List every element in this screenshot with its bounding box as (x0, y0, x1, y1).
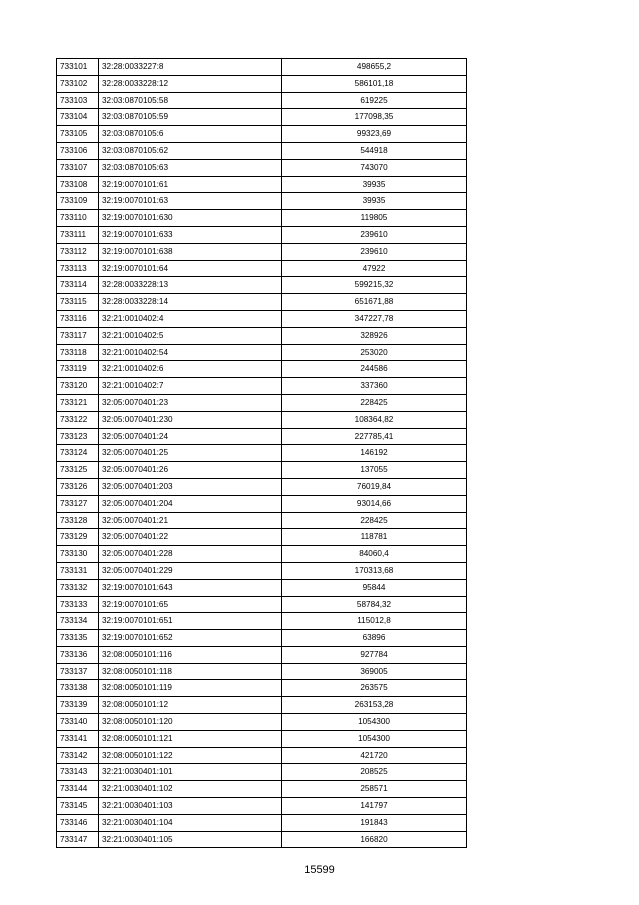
row-number-cell: 733122 (57, 411, 99, 428)
cadastral-number-cell: 32:03:0870105:58 (99, 92, 282, 109)
cadastral-number-cell: 32:19:0070101:63 (99, 193, 282, 210)
table-row (57, 428, 467, 445)
table-row (57, 159, 467, 176)
table-row (57, 176, 467, 193)
value-cell: 239610 (282, 226, 467, 243)
cadastral-number-cell: 32:21:0010402:54 (99, 344, 282, 361)
value-cell: 253020 (282, 344, 467, 361)
row-number-cell: 733131 (57, 562, 99, 579)
table-row (57, 327, 467, 344)
cadastral-number-cell: 32:03:0870105:63 (99, 159, 282, 176)
table-row (57, 562, 467, 579)
cadastral-number-cell: 32:28:0033228:13 (99, 277, 282, 294)
row-number-cell: 733125 (57, 462, 99, 479)
value-cell: 1054300 (282, 714, 467, 731)
row-number-cell: 733133 (57, 596, 99, 613)
row-number-cell: 733121 (57, 394, 99, 411)
row-number-cell: 733127 (57, 495, 99, 512)
table-row (57, 109, 467, 126)
cadastral-number-cell: 32:19:0070101:652 (99, 630, 282, 647)
row-number-cell: 733130 (57, 546, 99, 563)
table-row (57, 445, 467, 462)
table-row (57, 680, 467, 697)
table-row (57, 294, 467, 311)
row-number-cell: 733145 (57, 798, 99, 815)
table-row (57, 781, 467, 798)
value-cell: 244586 (282, 361, 467, 378)
table-row (57, 579, 467, 596)
cadastral-number-cell: 32:08:0050101:122 (99, 747, 282, 764)
table-row (57, 747, 467, 764)
table-row (57, 546, 467, 563)
table-row (57, 697, 467, 714)
value-cell: 119805 (282, 210, 467, 227)
value-cell: 208525 (282, 764, 467, 781)
cadastral-number-cell: 32:08:0050101:116 (99, 646, 282, 663)
value-cell: 239610 (282, 243, 467, 260)
table-row (57, 75, 467, 92)
table-row (57, 814, 467, 831)
value-cell: 586101,18 (282, 75, 467, 92)
cadastral-number-cell: 32:08:0050101:118 (99, 663, 282, 680)
row-number-cell: 733120 (57, 378, 99, 395)
table-row (57, 663, 467, 680)
value-cell: 177098,35 (282, 109, 467, 126)
row-number-cell: 733147 (57, 831, 99, 848)
cadastral-value-table (56, 58, 467, 848)
value-cell: 118781 (282, 529, 467, 546)
table-row (57, 630, 467, 647)
table-row (57, 529, 467, 546)
value-cell: 337360 (282, 378, 467, 395)
row-number-cell: 733106 (57, 142, 99, 159)
value-cell: 228425 (282, 394, 467, 411)
cadastral-number-cell: 32:21:0030401:101 (99, 764, 282, 781)
row-number-cell: 733110 (57, 210, 99, 227)
cadastral-number-cell: 32:21:0010402:4 (99, 310, 282, 327)
table-row (57, 462, 467, 479)
value-cell: 141797 (282, 798, 467, 815)
cadastral-number-cell: 32:05:0070401:204 (99, 495, 282, 512)
row-number-cell: 733116 (57, 310, 99, 327)
value-cell: 927784 (282, 646, 467, 663)
table-row (57, 394, 467, 411)
page-number: 15599 (304, 864, 335, 876)
value-cell: 166820 (282, 831, 467, 848)
row-number-cell: 733109 (57, 193, 99, 210)
row-number-cell: 733104 (57, 109, 99, 126)
value-cell: 108364,82 (282, 411, 467, 428)
row-number-cell: 733118 (57, 344, 99, 361)
value-cell: 58784,32 (282, 596, 467, 613)
cadastral-number-cell: 32:03:0870105:6 (99, 126, 282, 143)
row-number-cell: 733102 (57, 75, 99, 92)
value-cell: 619225 (282, 92, 467, 109)
cadastral-number-cell: 32:19:0070101:61 (99, 176, 282, 193)
table-row (57, 613, 467, 630)
cadastral-number-cell: 32:19:0070101:633 (99, 226, 282, 243)
value-cell: 84060,4 (282, 546, 467, 563)
cadastral-number-cell: 32:08:0050101:120 (99, 714, 282, 731)
table-row (57, 210, 467, 227)
row-number-cell: 733135 (57, 630, 99, 647)
cadastral-number-cell: 32:03:0870105:59 (99, 109, 282, 126)
value-cell: 743070 (282, 159, 467, 176)
value-cell: 498655,2 (282, 59, 467, 76)
cadastral-number-cell: 32:19:0070101:64 (99, 260, 282, 277)
cadastral-number-cell: 32:21:0030401:104 (99, 814, 282, 831)
cadastral-number-cell: 32:28:0033228:14 (99, 294, 282, 311)
cadastral-number-cell: 32:05:0070401:23 (99, 394, 282, 411)
row-number-cell: 733111 (57, 226, 99, 243)
row-number-cell: 733112 (57, 243, 99, 260)
row-number-cell: 733140 (57, 714, 99, 731)
row-number-cell: 733134 (57, 613, 99, 630)
table-row (57, 512, 467, 529)
cadastral-number-cell: 32:08:0050101:121 (99, 730, 282, 747)
cadastral-number-cell: 32:19:0070101:630 (99, 210, 282, 227)
table-row (57, 193, 467, 210)
row-number-cell: 733123 (57, 428, 99, 445)
row-number-cell: 733132 (57, 579, 99, 596)
cadastral-number-cell: 32:19:0070101:65 (99, 596, 282, 613)
row-number-cell: 733107 (57, 159, 99, 176)
value-cell: 170313,68 (282, 562, 467, 579)
cadastral-number-cell: 32:21:0010402:5 (99, 327, 282, 344)
table-row (57, 596, 467, 613)
row-number-cell: 733136 (57, 646, 99, 663)
table-row (57, 126, 467, 143)
row-number-cell: 733126 (57, 478, 99, 495)
cadastral-number-cell: 32:21:0010402:7 (99, 378, 282, 395)
cadastral-number-cell: 32:21:0030401:102 (99, 781, 282, 798)
value-cell: 228425 (282, 512, 467, 529)
value-cell: 137055 (282, 462, 467, 479)
row-number-cell: 733114 (57, 277, 99, 294)
table-row (57, 831, 467, 848)
cadastral-number-cell: 32:03:0870105:62 (99, 142, 282, 159)
table-row (57, 361, 467, 378)
row-number-cell: 733143 (57, 764, 99, 781)
value-cell: 263153,28 (282, 697, 467, 714)
row-number-cell: 733117 (57, 327, 99, 344)
row-number-cell: 733105 (57, 126, 99, 143)
table-row (57, 798, 467, 815)
table-row (57, 310, 467, 327)
value-cell: 328926 (282, 327, 467, 344)
cadastral-number-cell: 32:05:0070401:25 (99, 445, 282, 462)
value-cell: 421720 (282, 747, 467, 764)
cadastral-number-cell: 32:05:0070401:203 (99, 478, 282, 495)
table-row (57, 646, 467, 663)
table-row (57, 478, 467, 495)
table-row (57, 378, 467, 395)
row-number-cell: 733124 (57, 445, 99, 462)
value-cell: 1054300 (282, 730, 467, 747)
value-cell: 258571 (282, 781, 467, 798)
cadastral-number-cell: 32:05:0070401:228 (99, 546, 282, 563)
value-cell: 651671,88 (282, 294, 467, 311)
value-cell: 544918 (282, 142, 467, 159)
cadastral-number-cell: 32:21:0030401:103 (99, 798, 282, 815)
table-row (57, 243, 467, 260)
cadastral-number-cell: 32:19:0070101:638 (99, 243, 282, 260)
table-row (57, 730, 467, 747)
value-cell: 76019,84 (282, 478, 467, 495)
table-body (57, 59, 467, 848)
table-row (57, 59, 467, 76)
cadastral-number-cell: 32:05:0070401:229 (99, 562, 282, 579)
row-number-cell: 733108 (57, 176, 99, 193)
cadastral-number-cell: 32:05:0070401:24 (99, 428, 282, 445)
row-number-cell: 733146 (57, 814, 99, 831)
value-cell: 347227,78 (282, 310, 467, 327)
row-number-cell: 733141 (57, 730, 99, 747)
value-cell: 39935 (282, 176, 467, 193)
value-cell: 39935 (282, 193, 467, 210)
value-cell: 95844 (282, 579, 467, 596)
cadastral-number-cell: 32:05:0070401:230 (99, 411, 282, 428)
row-number-cell: 733138 (57, 680, 99, 697)
cadastral-number-cell: 32:08:0050101:12 (99, 697, 282, 714)
value-cell: 47922 (282, 260, 467, 277)
row-number-cell: 733103 (57, 92, 99, 109)
row-number-cell: 733144 (57, 781, 99, 798)
value-cell: 191843 (282, 814, 467, 831)
table-row (57, 226, 467, 243)
cadastral-number-cell: 32:05:0070401:26 (99, 462, 282, 479)
cadastral-number-cell: 32:19:0070101:643 (99, 579, 282, 596)
value-cell: 99323,69 (282, 126, 467, 143)
row-number-cell: 733113 (57, 260, 99, 277)
row-number-cell: 733129 (57, 529, 99, 546)
cadastral-number-cell: 32:05:0070401:22 (99, 529, 282, 546)
table-row (57, 344, 467, 361)
row-number-cell: 733142 (57, 747, 99, 764)
cadastral-number-cell: 32:19:0070101:651 (99, 613, 282, 630)
value-cell: 93014,66 (282, 495, 467, 512)
row-number-cell: 733137 (57, 663, 99, 680)
row-number-cell: 733119 (57, 361, 99, 378)
value-cell: 599215,32 (282, 277, 467, 294)
row-number-cell: 733115 (57, 294, 99, 311)
table-row (57, 714, 467, 731)
cadastral-number-cell: 32:28:0033228:12 (99, 75, 282, 92)
cadastral-number-cell: 32:05:0070401:21 (99, 512, 282, 529)
value-cell: 63896 (282, 630, 467, 647)
value-cell: 369005 (282, 663, 467, 680)
value-cell: 146192 (282, 445, 467, 462)
row-number-cell: 733101 (57, 59, 99, 76)
table-row (57, 495, 467, 512)
row-number-cell: 733128 (57, 512, 99, 529)
value-cell: 115012,8 (282, 613, 467, 630)
cadastral-number-cell: 32:21:0030401:105 (99, 831, 282, 848)
table-row (57, 260, 467, 277)
table-row (57, 764, 467, 781)
cadastral-number-cell: 32:21:0010402:6 (99, 361, 282, 378)
value-cell: 263575 (282, 680, 467, 697)
table-row (57, 142, 467, 159)
value-cell: 227785,41 (282, 428, 467, 445)
table-row (57, 277, 467, 294)
table-row (57, 411, 467, 428)
cadastral-number-cell: 32:08:0050101:119 (99, 680, 282, 697)
row-number-cell: 733139 (57, 697, 99, 714)
cadastral-number-cell: 32:28:0033227:8 (99, 59, 282, 76)
table-row (57, 92, 467, 109)
